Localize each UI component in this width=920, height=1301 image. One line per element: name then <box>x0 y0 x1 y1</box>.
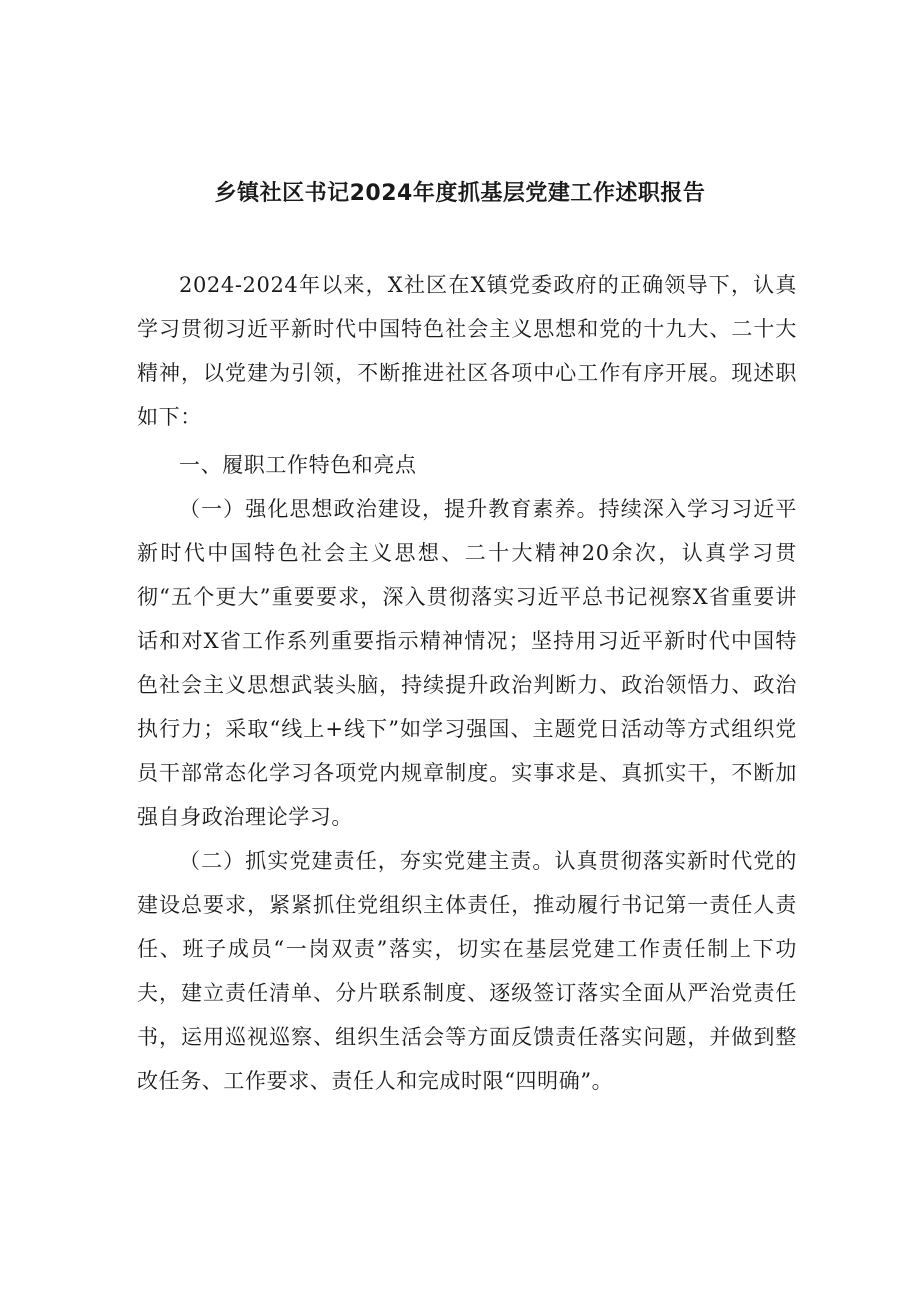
paragraph-2: （二）抓实党建责任，夯实党建主责。认真贯彻落实新时代党的建设总要求，紧紧抓住党组织主体责任，推动履行书记第一责任人责任、班子成员“一岗双责”落实，切实在基层党建工作责任制上下功夫，建立责任清单、分片联系制度、逐级签订落实全面从严治党责任书，运用巡视巡察、组织生活会等方面反馈责任落实问题，并做到整改任务、工作要求、责任人和完成时限“四明确”。 <box>137 849 797 1093</box>
document-body <box>137 263 797 1103</box>
paragraph-1: （一）强化思想政治建设，提升教育素养。持续深入学习习近平新时代中国特色社会主义思想、二十大精神20余次，认真学习贯彻“五个更大”重要要求，深入贯彻落实习近平总书记视察X省重要讲话和对X省工作系列重要指示精神情况；坚持用习近平新时代中国特色社会主义思想武装头脑，持续提升政治判断力、政治领悟力、政治执行力；采取“线上+线下”如学习强国、主题党日活动等方式组织党员干部常态化学习各项党内规章制度。实事求是、真抓实干，不断加强自身政治理论学习。 <box>137 497 797 829</box>
section-heading: 一、履职工作特色和亮点 <box>179 453 417 477</box>
intro-paragraph: 2024-2024年以来，X社区在X镇党委政府的正确领导下，认真学习贯彻习近平新时代中国特色社会主义思想和党的十九大、二十大精神，以党建为引领，不断推进社区各项中心工作有序开展。现述职如下： <box>137 273 797 429</box>
document-title: 乡镇社区书记2024年度抓基层党建工作述职报告 <box>214 181 706 206</box>
